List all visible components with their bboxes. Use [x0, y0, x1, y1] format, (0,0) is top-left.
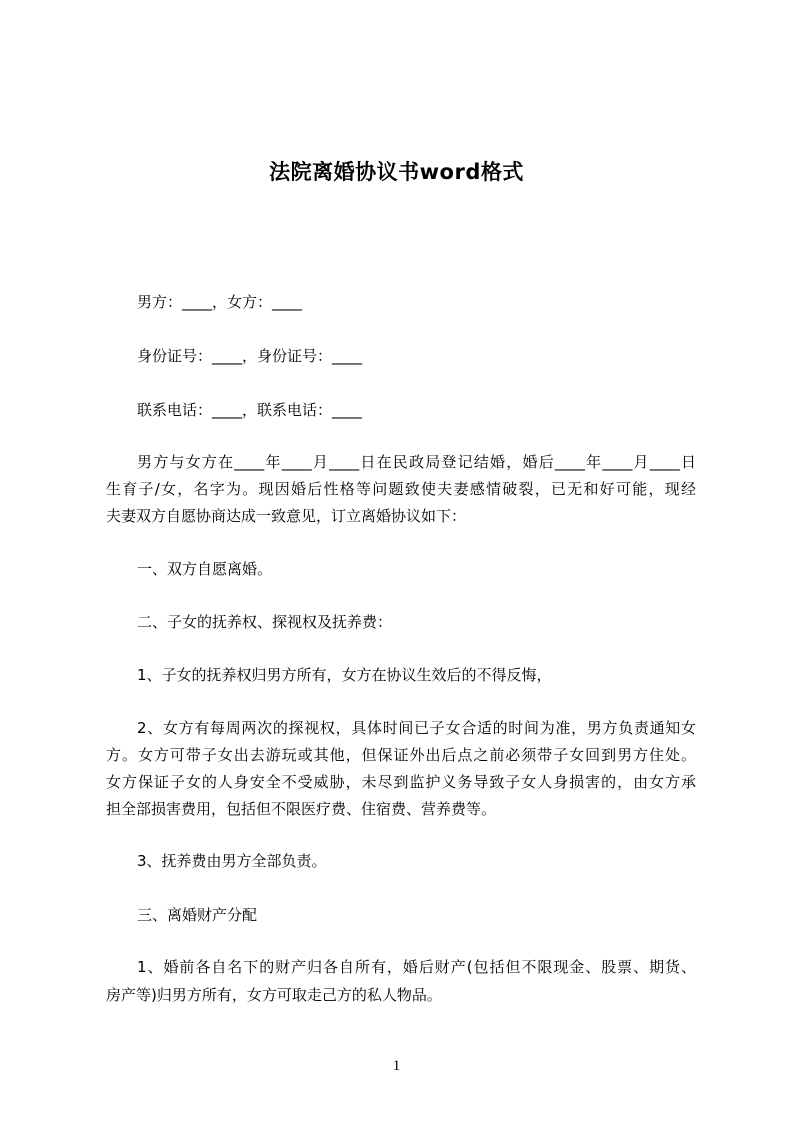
visitation-item-line-4: 担全部损害费用，包括但不限医疗费、住宿费、营养费等。 [106, 800, 497, 818]
id-numbers-line: 身份证号：____，身份证号：____ [137, 347, 363, 365]
section-three-heading: 三、离婚财产分配 [137, 906, 258, 924]
section-two-heading: 二、子女的抚养权、探视权及抚养费： [137, 613, 393, 631]
intro-line-3: 夫妻双方自愿协商达成一致意见，订立离婚协议如下： [106, 507, 467, 525]
visitation-item-line-1: 2、女方有每周两次的探视权，具体时间已子女合适的时间为准，男方负责通知女 [137, 719, 696, 737]
property-item-line-2: 房产等)归男方所有，女方可取走己方的私人物品。 [106, 986, 442, 1004]
section-one-heading: 一、双方自愿离婚。 [137, 560, 273, 578]
intro-line-1: 男方与女方在____年____月____日在民政局登记结婚，婚后____年____月____日 [137, 453, 696, 471]
document-title: 法院离婚协议书word格式 [269, 160, 524, 185]
page-number: 1 [392, 1058, 401, 1074]
intro-line-2: 生育子/女，名字为。现因婚后性格等问题致使夫妻感情破裂，已无和好可能，现经 [106, 480, 696, 498]
support-fee-item: 3、抚养费由男方全部负责。 [137, 852, 327, 870]
property-item-line-1: 1、婚前各自名下的财产归各自所有，婚后财产(包括但不限现金、股票、期货、 [137, 958, 696, 976]
party-names-line: 男方：____，女方：____ [137, 293, 303, 311]
custody-item-1: 1、子女的抚养权归男方所有，女方在协议生效后的不得反悔， [137, 666, 552, 684]
phone-numbers-line: 联系电话：____，联系电话：____ [137, 401, 363, 419]
visitation-item-line-2: 方。女方可带子女出去游玩或其他，但保证外出后点之前必须带子女回到男方住处。 [106, 746, 696, 764]
visitation-item-line-3: 女方保证子女的人身安全不受威胁，未尽到监护义务导致子女人身损害的，由女方承 [106, 773, 696, 791]
